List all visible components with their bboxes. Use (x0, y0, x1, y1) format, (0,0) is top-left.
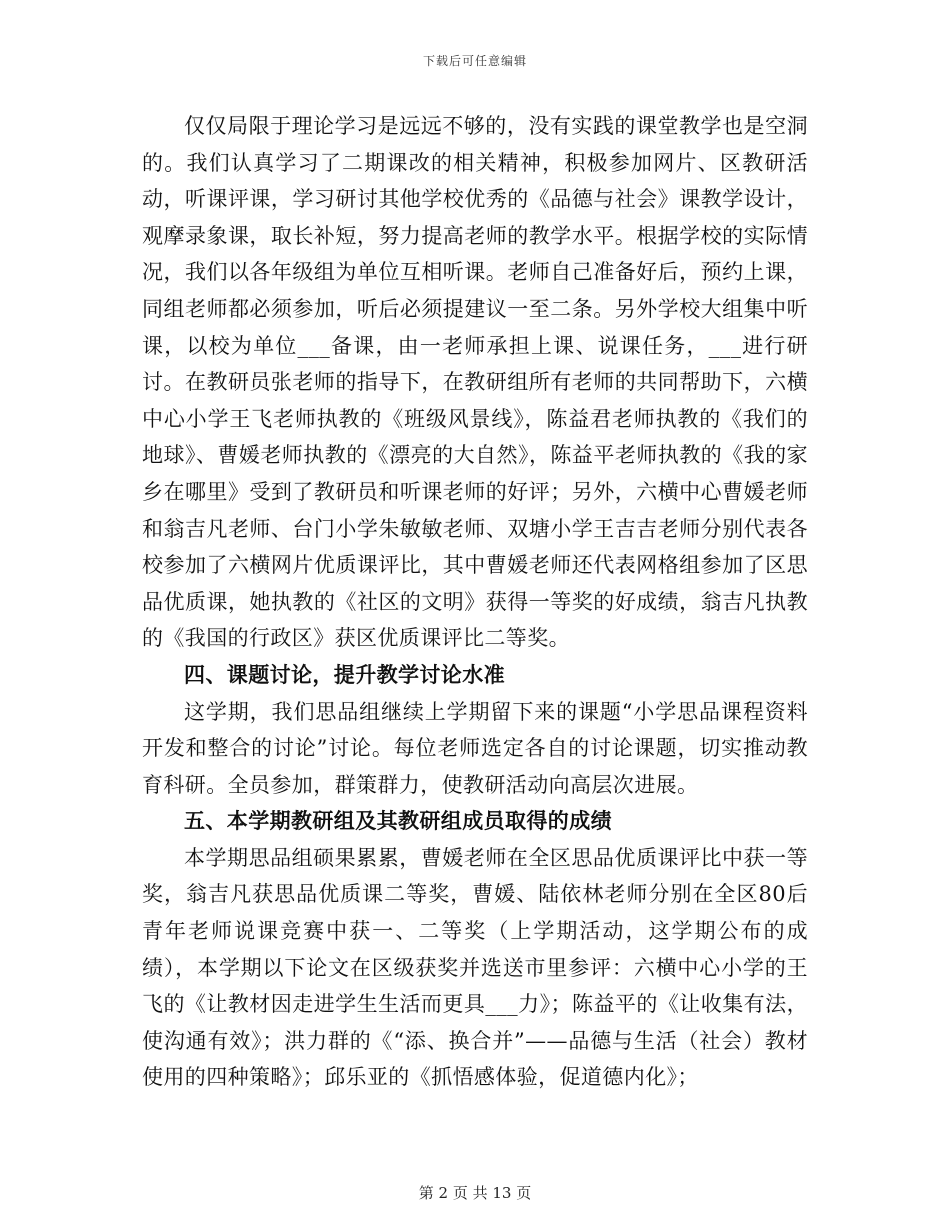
paragraph-achievements: 本学期思品组硕果累累，曹媛老师在全区思品优质课评比中获一等奖，翁吉凡获思品优质课二等奖，曹媛、陆依林老师分别在全区80后青年老师说课竞赛中获一、二等奖（上学期活动，这学期公布的成绩），本学期以下论文在区级获奖并选送市里参评：六横中心小学的王飞的《让教材因走进学生生活而更具___力》；陈益平的《让收集有法，使沟通有效》；洪力群的《“添、换合并”——品德与生活（社会）教材使用的四种策略》；邱乐亚的《抓悟感体验，促道德内化》； (142, 845, 808, 1090)
paragraph-research: 这学期，我们思品组继续上学期留下来的课题“小学思品课程资料开发和整合的讨论”讨论。每位老师选定各自的讨论课题，切实推动教育科研。全员参加，群策群力，使教研活动向高层次进展。 (142, 699, 808, 797)
page-footer: 第 2 页 共 13 页 (418, 1184, 532, 1202)
section-heading-5: 五、本学期教研组及其教研组成员取得的成绩 (184, 808, 612, 834)
paragraph-practice: 仅仅局限于理论学习是远远不够的，没有实践的课堂教学也是空洞的。我们认真学习了二期课改的相关精神，积极参加网片、区教研活动，听课评课，学习研讨其他学校优秀的《品德与社会》课教学设计，观摩录象课，取长补短，努力提高老师的教学水平。根据学校的实际情况，我们以各年级组为单位互相听课。老师自己准备好后，预约上课，同组老师都必须参加，听后必须提建议一至二条。另外学校大组集中听课，以校为单位___备课，由一老师承担上课、说课任务，___进行研讨。在教研员张老师的指导下，在教研组所有老师的共同帮助下，六横中心小学王飞老师执教的《班级风景线》，陈益君老师执教的《我们的地球》、曹媛老师执教的《漂亮的大自然》，陈益平老师执教的《我的家乡在哪里》受到了教研员和听课老师的好评；另外，六横中心曹媛老师和翁吉凡老师、台门小学朱敏敏老师、双塘小学王吉吉老师分别代表各校参加了六横网片优质课评比，其中曹媛老师还代表网格组参加了区思品优质课，她执教的《社区的文明》获得一等奖的好成绩，翁吉凡执教的《我国的行政区》获区优质课评比二等奖。 (142, 114, 808, 651)
section-heading-4: 四、课题讨论，提升教学讨论水准 (184, 661, 505, 687)
document-body (142, 108, 808, 1096)
page-header: 下载后可任意编辑 (422, 54, 527, 68)
